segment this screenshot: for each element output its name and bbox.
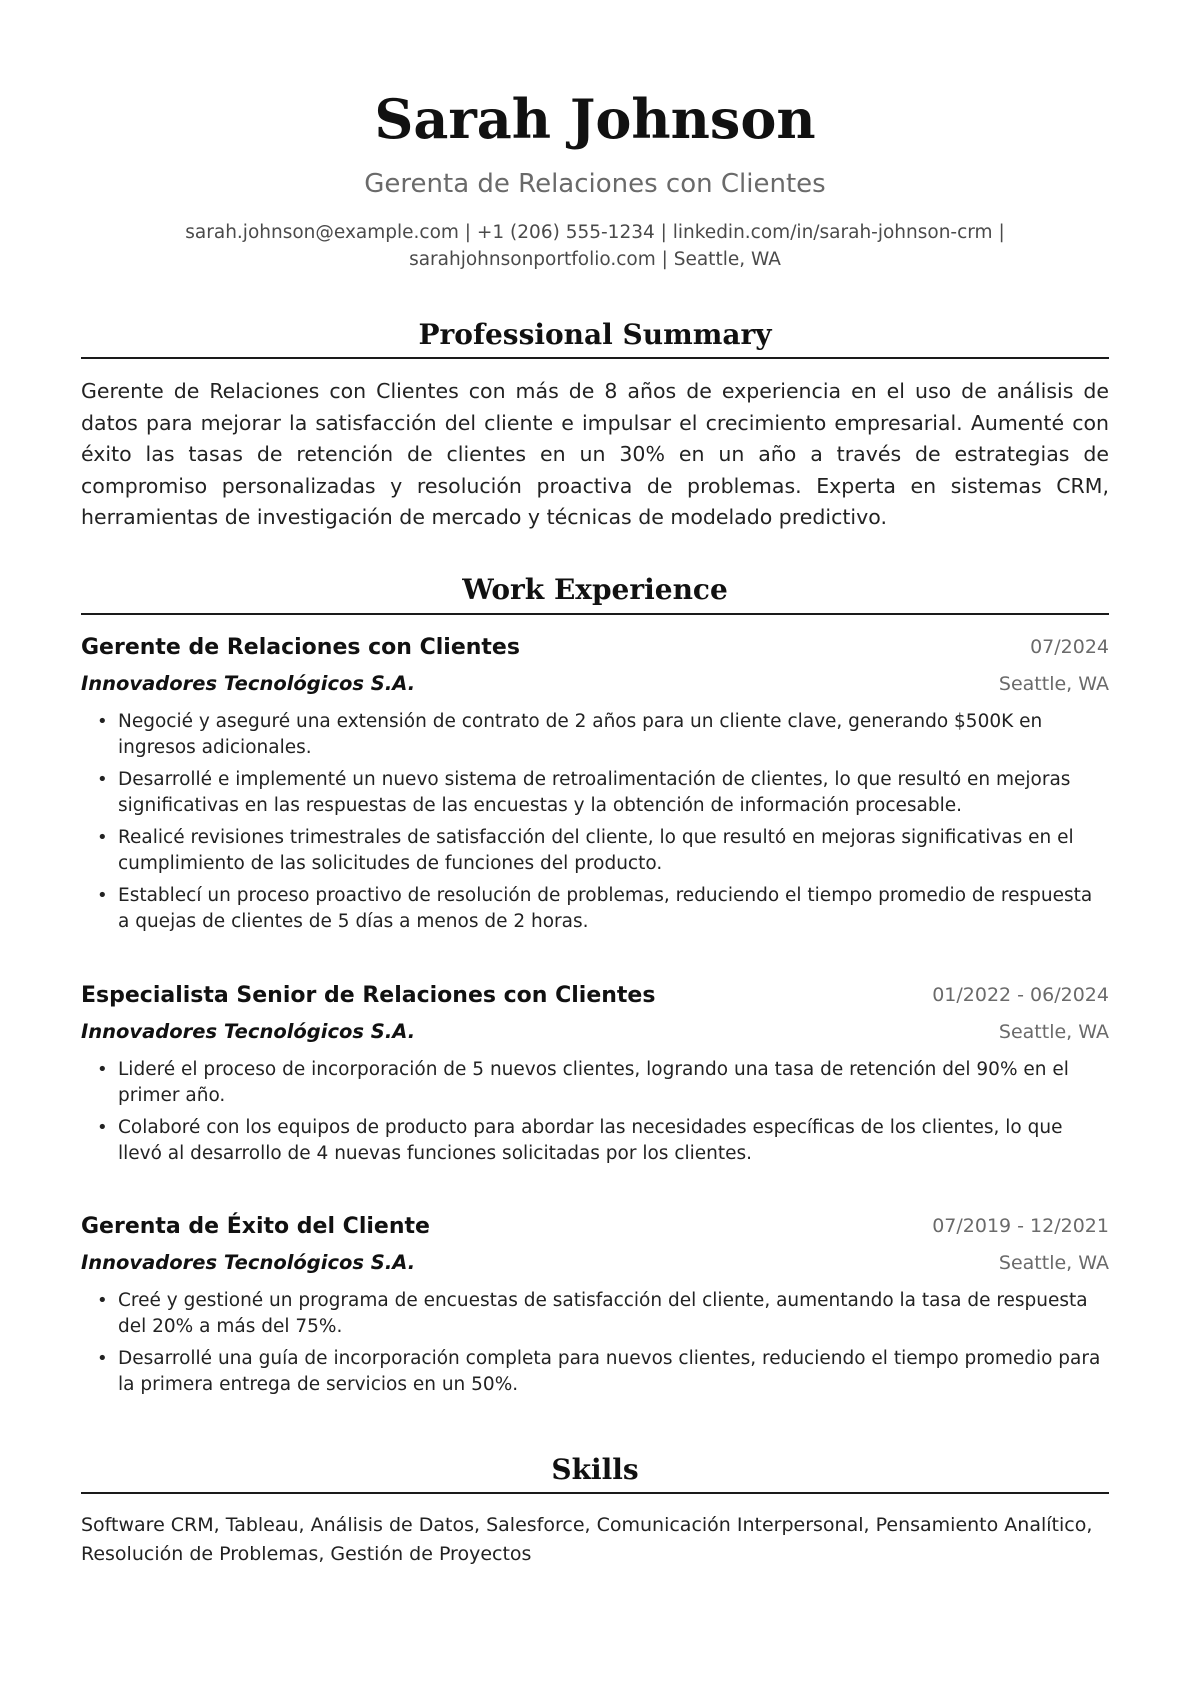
job-subheader — [81, 667, 1109, 703]
bullet-dot-icon: • — [97, 1348, 108, 1369]
job-subheader — [81, 1015, 1109, 1051]
skills-heading: Skills — [551, 1453, 639, 1486]
bullet-item — [81, 709, 1109, 761]
job-header — [81, 979, 1109, 1015]
summary-text: Gerente de Relaciones con Clientes con más de 8 años de experiencia en el uso de análisis de datos para mejorar la satisfacción del cliente e impulsar el crecimiento empresarial. Aumenté con éxito las tasas de retención de clientes en un 30% en un año a través de estrategias de compromiso personalizadas y resolución proactiva de problemas. Experta en sistemas CRM, herramientas de investigación de mercado y técnicas de modelado predictivo. — [81, 379, 1109, 529]
contact-line-2: sarahjohnsonportfolio.com | Seattle, WA — [409, 249, 781, 270]
job-title: Gerenta de Éxito del Cliente — [81, 1214, 430, 1239]
job-company: Innovadores Tecnológicos S.A. — [81, 1251, 416, 1274]
bullet-dot-icon: • — [97, 1117, 108, 1138]
job-header — [81, 631, 1109, 667]
bullet-dot-icon: • — [97, 711, 108, 732]
bullet-text: Realicé revisiones trimestrales de satisfacción del cliente, lo que resultó en mejoras significativas en el cumplimiento de las solicitudes de funciones del producto. — [118, 827, 1074, 874]
bullet-item — [81, 883, 1109, 935]
job-company: Innovadores Tecnológicos S.A. — [81, 1020, 416, 1043]
bullet-dot-icon: • — [97, 827, 108, 848]
job-bullets — [81, 1057, 1109, 1167]
job-entry — [81, 1210, 1109, 1404]
bullet-dot-icon: • — [97, 885, 108, 906]
summary-divider — [81, 357, 1109, 359]
bullet-item — [81, 1115, 1109, 1167]
bullet-dot-icon: • — [97, 1290, 108, 1311]
bullet-dot-icon: • — [97, 769, 108, 790]
job-bullets — [81, 1288, 1109, 1398]
job-location: Seattle, WA — [998, 1252, 1109, 1274]
job-date: 07/2024 — [1030, 636, 1109, 658]
bullet-item — [81, 1346, 1109, 1398]
contact-line-1: sarah.johnson@example.com | +1 (206) 555-1234 | linkedin.com/in/sarah-johnson-crm | — [185, 222, 1005, 243]
candidate-role: Gerenta de Relaciones con Clientes — [364, 169, 826, 199]
job-header — [81, 1210, 1109, 1246]
bullet-item — [81, 825, 1109, 877]
job-subheader — [81, 1246, 1109, 1282]
job-location: Seattle, WA — [998, 673, 1109, 695]
job-entry — [81, 631, 1109, 941]
bullet-text: Lideré el proceso de incorporación de 5 nuevos clientes, logrando una tasa de retención del 90% en el primer año. — [118, 1059, 1069, 1106]
experience-heading: Work Experience — [462, 573, 728, 606]
candidate-name: Sarah Johnson — [374, 87, 816, 151]
bullet-item — [81, 767, 1109, 819]
job-title: Especialista Senior de Relaciones con Clientes — [81, 983, 656, 1008]
job-location: Seattle, WA — [998, 1021, 1109, 1043]
bullet-text: Colaboré con los equipos de producto para abordar las necesidades específicas de los clientes, lo que llevó al desarrollo de 4 nuevas funciones solicitadas por los clientes. — [118, 1117, 1063, 1164]
job-date: 07/2019 - 12/2021 — [932, 1215, 1109, 1237]
skills-divider — [81, 1492, 1109, 1494]
bullet-text: Desarrollé una guía de incorporación completa para nuevos clientes, reduciendo el tiempo promedio para la primera entrega de servicios en un 50%. — [118, 1348, 1101, 1395]
bullet-text: Creé y gestioné un programa de encuestas de satisfacción del cliente, aumentando la tasa de respuesta del 20% a más del 75%. — [118, 1290, 1088, 1337]
bullet-dot-icon: • — [97, 1059, 108, 1080]
skills-text: Software CRM, Tableau, Análisis de Datos, Salesforce, Comunicación Interpersonal, Pensamiento Analítico, Resolución de Problemas, Gestión de Proyectos — [81, 1514, 1093, 1565]
contact-info — [161, 219, 1029, 273]
job-bullets — [81, 709, 1109, 935]
job-entry — [81, 979, 1109, 1173]
bullet-item — [81, 1288, 1109, 1340]
job-date: 01/2022 - 06/2024 — [932, 984, 1109, 1006]
bullet-text: Negocié y aseguré una extensión de contrato de 2 años para un cliente clave, generando $500K en ingresos adicionales. — [118, 711, 1043, 758]
bullet-text: Desarrollé e implementé un nuevo sistema de retroalimentación de clientes, lo que resultó en mejoras significativas en las respuestas de las encuestas y la obtención de información procesable. — [118, 769, 1071, 816]
job-company: Innovadores Tecnológicos S.A. — [81, 672, 416, 695]
bullet-item — [81, 1057, 1109, 1109]
summary-heading: Professional Summary — [418, 318, 772, 351]
bullet-text: Establecí un proceso proactivo de resolución de problemas, reduciendo el tiempo promedio de respuesta a quejas de clientes de 5 días a menos de 2 horas. — [118, 885, 1093, 932]
job-title: Gerente de Relaciones con Clientes — [81, 635, 520, 660]
experience-divider — [81, 613, 1109, 615]
